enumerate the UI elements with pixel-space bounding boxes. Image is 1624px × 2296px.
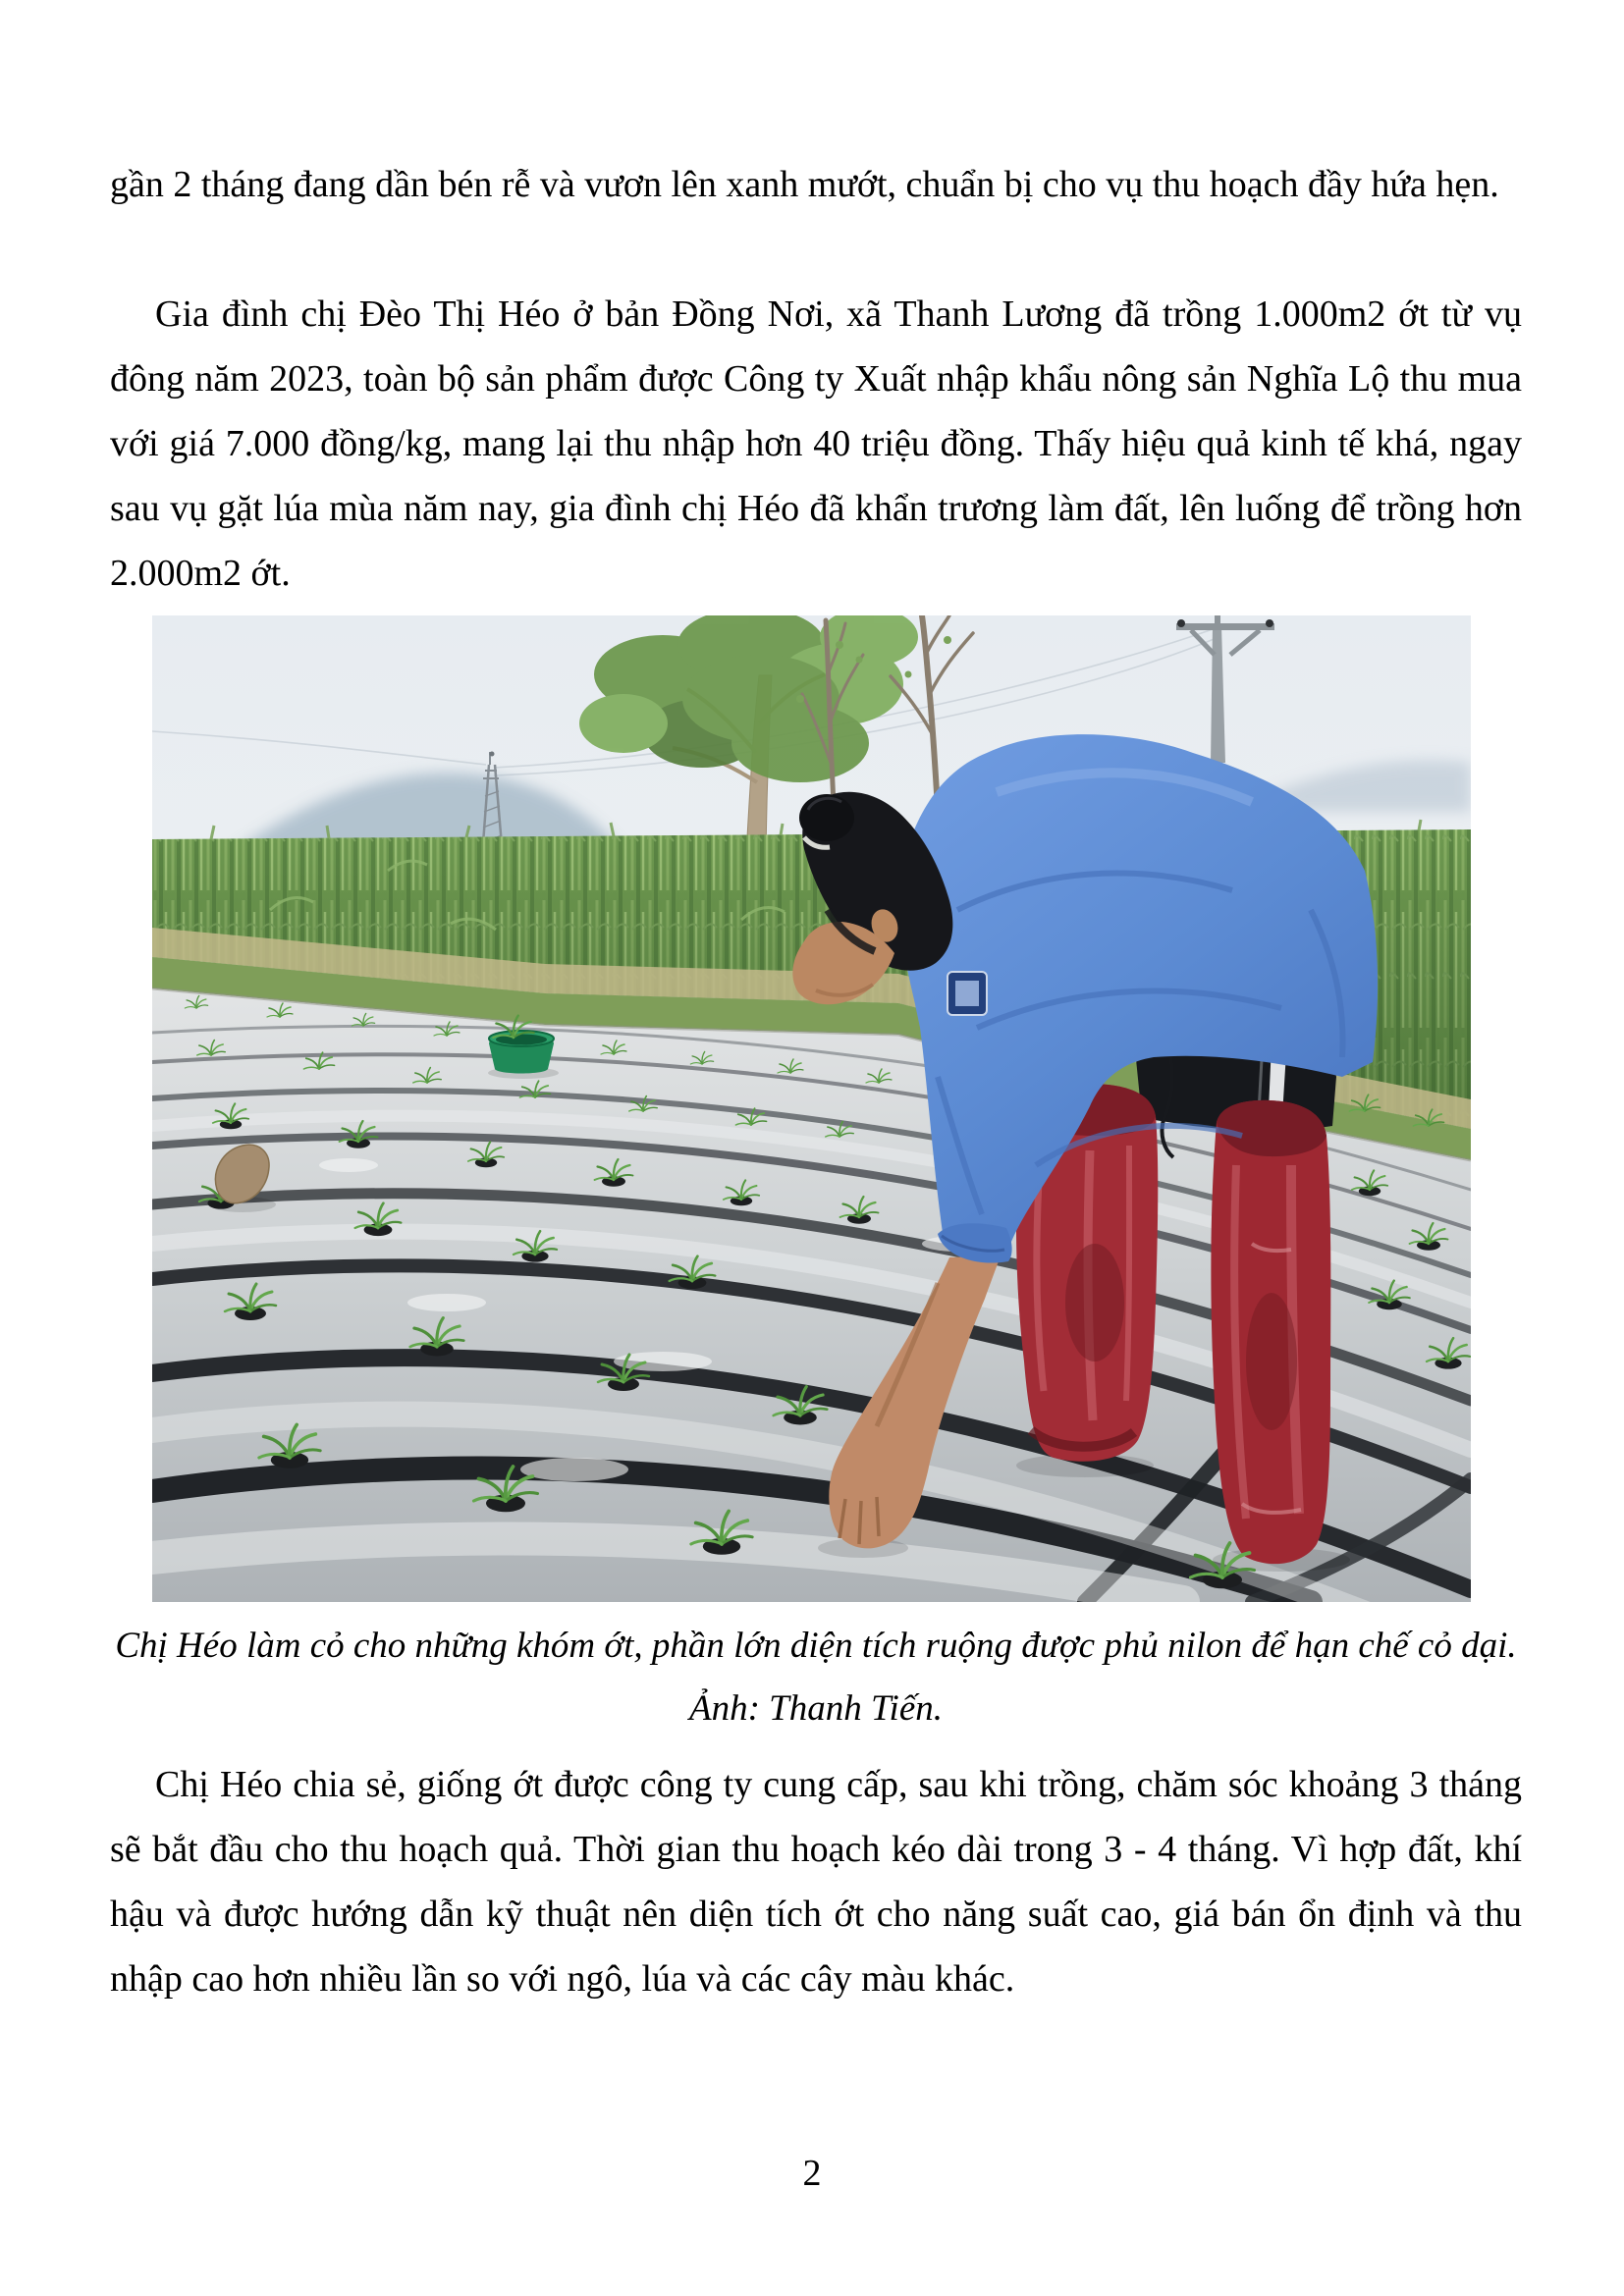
jacket-logo-patch [947,972,987,1015]
hair-bun [799,794,854,841]
paragraph-family-story: Gia đình chị Đèo Thị Héo ở bản Đồng Nơi, xã Thanh Lương đã trồng 1.000m2 ớt từ vụ đông năm 2023, toàn bộ sản phẩm được Công ty Xuất nhập khẩu nông sản Nghĩa Lộ thu mua với giá 7.000 đồng/kg, mang lại thu nhập hơn 40 triệu đồng. Thấy hiệu quả kinh tế khá, ngay sau vụ gặt lúa mùa năm nay, gia đình chị Héo đã khẩn trương làm đất, lên luống để trồng hơn 2.000m2 ớt. [110,294,1522,594]
right-boot [1211,1100,1330,1564]
field-photo-illustration [152,615,1471,1602]
paragraph-sharing: Chị Héo chia sẻ, giống ớt được công ty cung cấp, sau khi trồng, chăm sóc khoảng 3 tháng sẽ bắt đầu cho thu hoạch quả. Thời gian thu hoạch kéo dài trong 3 - 4 tháng. Vì hợp đất, khí hậu và được hướng dẫn kỹ thuật nên diện tích ớt cho năng suất cao, giá bán ổn định và thu nhập cao hơn nhiều lần so với ngô, lúa và các cây màu khác. [110,1764,1522,2000]
article-photo [152,615,1471,1602]
page-number: 2 [802,2153,822,2194]
photo-caption: Chị Héo làm cỏ cho những khóm ớt, phần lớn diện tích ruộng được phủ nilon để hạn chế cỏ dại. Ảnh: Thanh Tiến. [115,1626,1517,1729]
paragraph-continued: gần 2 tháng đang dần bén rễ và vươn lên xanh mướt, chuẩn bị cho vụ thu hoạch đầy hứa hẹn. [110,164,1499,205]
